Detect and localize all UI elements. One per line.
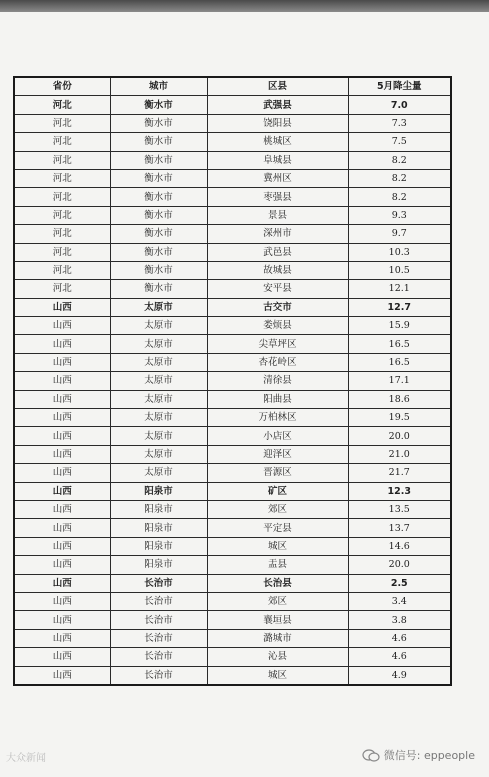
- table-row: [14, 464, 451, 482]
- cell-dust-value: 16.5: [348, 353, 451, 371]
- cell-province: 山西: [14, 556, 110, 574]
- table-row: [14, 648, 451, 666]
- cell-district: 矿区: [207, 482, 348, 500]
- cell-district: 盂县: [207, 556, 348, 574]
- cell-dust-value: 19.5: [348, 409, 451, 427]
- cell-city: 阳泉市: [110, 556, 207, 574]
- cell-district: 城区: [207, 537, 348, 555]
- cell-city: 衡水市: [110, 261, 207, 279]
- table-row: [14, 611, 451, 629]
- table-row: [14, 556, 451, 574]
- cell-city: 长治市: [110, 592, 207, 610]
- cell-province: 山西: [14, 666, 110, 685]
- cell-dust-value: 10.3: [348, 243, 451, 261]
- table-row: [14, 114, 451, 132]
- cell-province: 河北: [14, 243, 110, 261]
- table-row: [14, 280, 451, 298]
- cell-city: 阳泉市: [110, 537, 207, 555]
- cell-city: 太原市: [110, 298, 207, 316]
- cell-city: 衡水市: [110, 188, 207, 206]
- cell-district: 景县: [207, 206, 348, 224]
- cell-district: 冀州区: [207, 169, 348, 187]
- table-row: [14, 243, 451, 261]
- cell-district: 古交市: [207, 298, 348, 316]
- cell-city: 长治市: [110, 648, 207, 666]
- cell-dust-value: 3.4: [348, 592, 451, 610]
- cell-dust-value: 8.2: [348, 151, 451, 169]
- cell-province: 山西: [14, 629, 110, 647]
- cell-province: 山西: [14, 445, 110, 463]
- cell-city: 阳泉市: [110, 482, 207, 500]
- cell-province: 山西: [14, 372, 110, 390]
- cell-district: 清徐县: [207, 372, 348, 390]
- table-row: [14, 133, 451, 151]
- cell-dust-value: 13.7: [348, 519, 451, 537]
- cell-city: 长治市: [110, 629, 207, 647]
- cell-city: 太原市: [110, 335, 207, 353]
- cell-dust-value: 20.0: [348, 427, 451, 445]
- cell-district: 平定县: [207, 519, 348, 537]
- cell-district: 饶阳县: [207, 114, 348, 132]
- cell-province: 山西: [14, 648, 110, 666]
- cell-province: 山西: [14, 390, 110, 408]
- cell-city: 太原市: [110, 353, 207, 371]
- table-row: [14, 169, 451, 187]
- cell-district: 郊区: [207, 592, 348, 610]
- cell-city: 太原市: [110, 464, 207, 482]
- wechat-watermark: [362, 747, 475, 763]
- table-row: [14, 206, 451, 224]
- table-row: [14, 482, 451, 500]
- header-dust-value: 5月降尘量: [348, 77, 451, 96]
- cell-district: 小店区: [207, 427, 348, 445]
- cell-district: 故城县: [207, 261, 348, 279]
- cell-dust-value: 7.0: [348, 96, 451, 114]
- watermark-left: 大众新闻: [6, 753, 46, 764]
- cell-district: 阜城县: [207, 151, 348, 169]
- cell-district: 武强县: [207, 96, 348, 114]
- cell-city: 衡水市: [110, 96, 207, 114]
- cell-province: 山西: [14, 409, 110, 427]
- cell-dust-value: 8.2: [348, 169, 451, 187]
- table-row: [14, 151, 451, 169]
- cell-district: 安平县: [207, 280, 348, 298]
- cell-dust-value: 12.1: [348, 280, 451, 298]
- cell-dust-value: 18.6: [348, 390, 451, 408]
- cell-province: 山西: [14, 537, 110, 555]
- cell-dust-value: 15.9: [348, 317, 451, 335]
- cell-district: 杏花岭区: [207, 353, 348, 371]
- top-edge-shadow: [0, 0, 489, 12]
- table-body: [14, 96, 451, 685]
- cell-district: 桃城区: [207, 133, 348, 151]
- cell-city: 太原市: [110, 390, 207, 408]
- cell-district: 晋源区: [207, 464, 348, 482]
- cell-city: 长治市: [110, 611, 207, 629]
- cell-dust-value: 16.5: [348, 335, 451, 353]
- cell-dust-value: 7.5: [348, 133, 451, 151]
- cell-district: 城区: [207, 666, 348, 685]
- table-row: [14, 353, 451, 371]
- cell-dust-value: 13.5: [348, 500, 451, 518]
- cell-city: 衡水市: [110, 243, 207, 261]
- cell-dust-value: 10.5: [348, 261, 451, 279]
- cell-city: 衡水市: [110, 280, 207, 298]
- cell-dust-value: 9.7: [348, 225, 451, 243]
- cell-dust-value: 17.1: [348, 372, 451, 390]
- cell-district: 襄垣县: [207, 611, 348, 629]
- table-row: [14, 372, 451, 390]
- cell-city: 太原市: [110, 427, 207, 445]
- cell-dust-value: 4.9: [348, 666, 451, 685]
- table-row: [14, 592, 451, 610]
- cell-dust-value: 21.0: [348, 445, 451, 463]
- cell-district: 潞城市: [207, 629, 348, 647]
- cell-dust-value: 14.6: [348, 537, 451, 555]
- cell-dust-value: 21.7: [348, 464, 451, 482]
- cell-province: 山西: [14, 464, 110, 482]
- table-row: [14, 261, 451, 279]
- cell-district: 长治县: [207, 574, 348, 592]
- cell-dust-value: 3.8: [348, 611, 451, 629]
- cell-dust-value: 4.6: [348, 629, 451, 647]
- cell-dust-value: 4.6: [348, 648, 451, 666]
- cell-city: 太原市: [110, 445, 207, 463]
- cell-province: 山西: [14, 298, 110, 316]
- cell-province: 山西: [14, 592, 110, 610]
- table-row: [14, 96, 451, 114]
- header-city: 城市: [110, 77, 207, 96]
- cell-district: 沁县: [207, 648, 348, 666]
- cell-province: 山西: [14, 519, 110, 537]
- cell-province: 河北: [14, 114, 110, 132]
- cell-dust-value: 9.3: [348, 206, 451, 224]
- cell-city: 衡水市: [110, 169, 207, 187]
- cell-province: 山西: [14, 574, 110, 592]
- cell-city: 太原市: [110, 409, 207, 427]
- cell-province: 山西: [14, 500, 110, 518]
- cell-province: 山西: [14, 611, 110, 629]
- cell-dust-value: 12.3: [348, 482, 451, 500]
- table-row: [14, 445, 451, 463]
- cell-dust-value: 7.3: [348, 114, 451, 132]
- cell-district: 娄烦县: [207, 317, 348, 335]
- cell-district: 阳曲县: [207, 390, 348, 408]
- table-row: [14, 537, 451, 555]
- cell-district: 万柏林区: [207, 409, 348, 427]
- cell-province: 河北: [14, 133, 110, 151]
- cell-city: 长治市: [110, 666, 207, 685]
- header-province: 省份: [14, 77, 110, 96]
- cell-dust-value: 2.5: [348, 574, 451, 592]
- table-row: [14, 225, 451, 243]
- cell-city: 衡水市: [110, 225, 207, 243]
- cell-dust-value: 12.7: [348, 298, 451, 316]
- cell-province: 山西: [14, 353, 110, 371]
- table-header-row: [14, 77, 451, 96]
- table-row: [14, 574, 451, 592]
- table-row: [14, 500, 451, 518]
- cell-city: 长治市: [110, 574, 207, 592]
- header-district: 区县: [207, 77, 348, 96]
- cell-city: 衡水市: [110, 133, 207, 151]
- table-row: [14, 188, 451, 206]
- cell-city: 衡水市: [110, 151, 207, 169]
- cell-province: 河北: [14, 261, 110, 279]
- table-row: [14, 666, 451, 685]
- table-row: [14, 427, 451, 445]
- cell-province: 山西: [14, 427, 110, 445]
- cell-city: 衡水市: [110, 206, 207, 224]
- cell-province: 河北: [14, 280, 110, 298]
- cell-district: 迎泽区: [207, 445, 348, 463]
- wechat-icon: [362, 749, 380, 762]
- cell-province: 河北: [14, 169, 110, 187]
- table-row: [14, 629, 451, 647]
- cell-province: 河北: [14, 151, 110, 169]
- table-row: [14, 317, 451, 335]
- cell-province: 河北: [14, 188, 110, 206]
- cell-province: 河北: [14, 206, 110, 224]
- cell-province: 山西: [14, 482, 110, 500]
- cell-city: 阳泉市: [110, 500, 207, 518]
- cell-district: 深州市: [207, 225, 348, 243]
- cell-city: 阳泉市: [110, 519, 207, 537]
- table-row: [14, 335, 451, 353]
- cell-city: 太原市: [110, 317, 207, 335]
- table-row: [14, 298, 451, 316]
- cell-city: 衡水市: [110, 114, 207, 132]
- cell-province: 山西: [14, 317, 110, 335]
- dust-fall-table: [13, 76, 452, 686]
- table-row: [14, 409, 451, 427]
- cell-dust-value: 8.2: [348, 188, 451, 206]
- wechat-id-text: 微信号: eppeople: [383, 749, 475, 762]
- cell-province: 河北: [14, 225, 110, 243]
- table-row: [14, 519, 451, 537]
- cell-district: 尖草坪区: [207, 335, 348, 353]
- cell-city: 太原市: [110, 372, 207, 390]
- table-row: [14, 390, 451, 408]
- cell-district: 武邑县: [207, 243, 348, 261]
- cell-province: 山西: [14, 335, 110, 353]
- cell-district: 枣强县: [207, 188, 348, 206]
- cell-dust-value: 20.0: [348, 556, 451, 574]
- cell-district: 郊区: [207, 500, 348, 518]
- cell-province: 河北: [14, 96, 110, 114]
